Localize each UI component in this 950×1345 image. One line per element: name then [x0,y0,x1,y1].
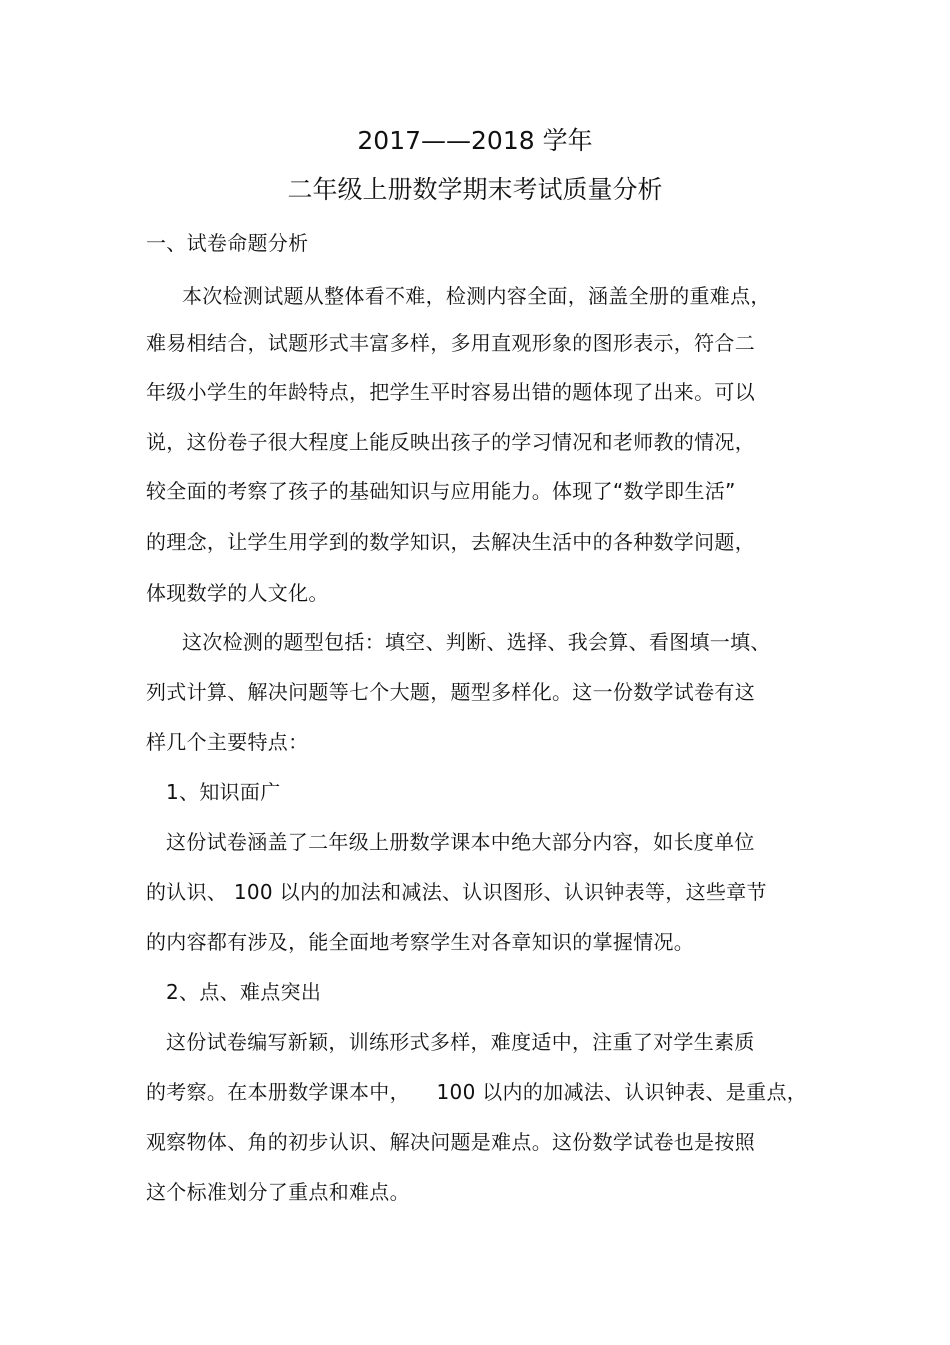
paragraph-line: 体现数学的人文化。 [146,581,329,605]
point-heading: 1、知识面广 [166,780,281,804]
paragraph-line: 的内容都有涉及，能全面地考察学生对各章知识的掌握情况。 [146,930,695,954]
page-title: 二年级上册数学期末考试质量分析 [287,175,663,204]
paragraph-line: 本次检测试题从整体看不难，检测内容全面，涵盖全册的重难点， [182,284,771,308]
paragraph-line: 这份试卷涵盖了二年级上册数学课本中绝大部分内容，如长度单位 [166,830,755,854]
paragraph-line: 难易相结合，试题形式丰富多样，多用直观形象的图形表示，符合二 [146,331,755,355]
paragraph-line: 说，这份卷子很大程度上能反映出孩子的学习情况和老师教的情况， [146,430,755,454]
paragraph-line: 这份试卷编写新颖，训练形式多样，难度适中，注重了对学生素质 [166,1030,755,1054]
paragraph-line: 样几个主要特点： [146,730,309,754]
paragraph-line: 较全面的考察了孩子的基础知识与应用能力。体现了“数学即生活” [146,479,736,503]
paragraph-line: 年级小学生的年龄特点，把学生平时容易出错的题体现了出来。可以 [146,380,755,404]
paragraph-line: 的理念，让学生用学到的数学知识，去解决生活中的各种数学问题， [146,530,755,554]
paragraph-line: 的认识、 100 以内的加法和减法、认识图形、认识钟表等，这些章节 [146,880,767,904]
paragraph-line: 列式计算、解决问题等七个大题，题型多样化。这一份数学试卷有这 [146,680,755,704]
paragraph-line: 这次检测的题型包括：填空、判断、选择、我会算、看图填一填、 [182,630,771,654]
section-heading: 一、试卷命题分析 [146,231,309,255]
point-heading: 2、点、难点突出 [166,980,322,1004]
title-year: 2017——2018 学年 [357,126,593,155]
paragraph-line: 这个标准划分了重点和难点。 [146,1180,410,1204]
paragraph-line: 的考察。在本册数学课本中， 100 以内的加减法、认识钟表、是重点， [146,1080,808,1104]
paragraph-line: 观察物体、角的初步认识、解决问题是难点。这份数学试卷也是按照 [146,1130,755,1154]
